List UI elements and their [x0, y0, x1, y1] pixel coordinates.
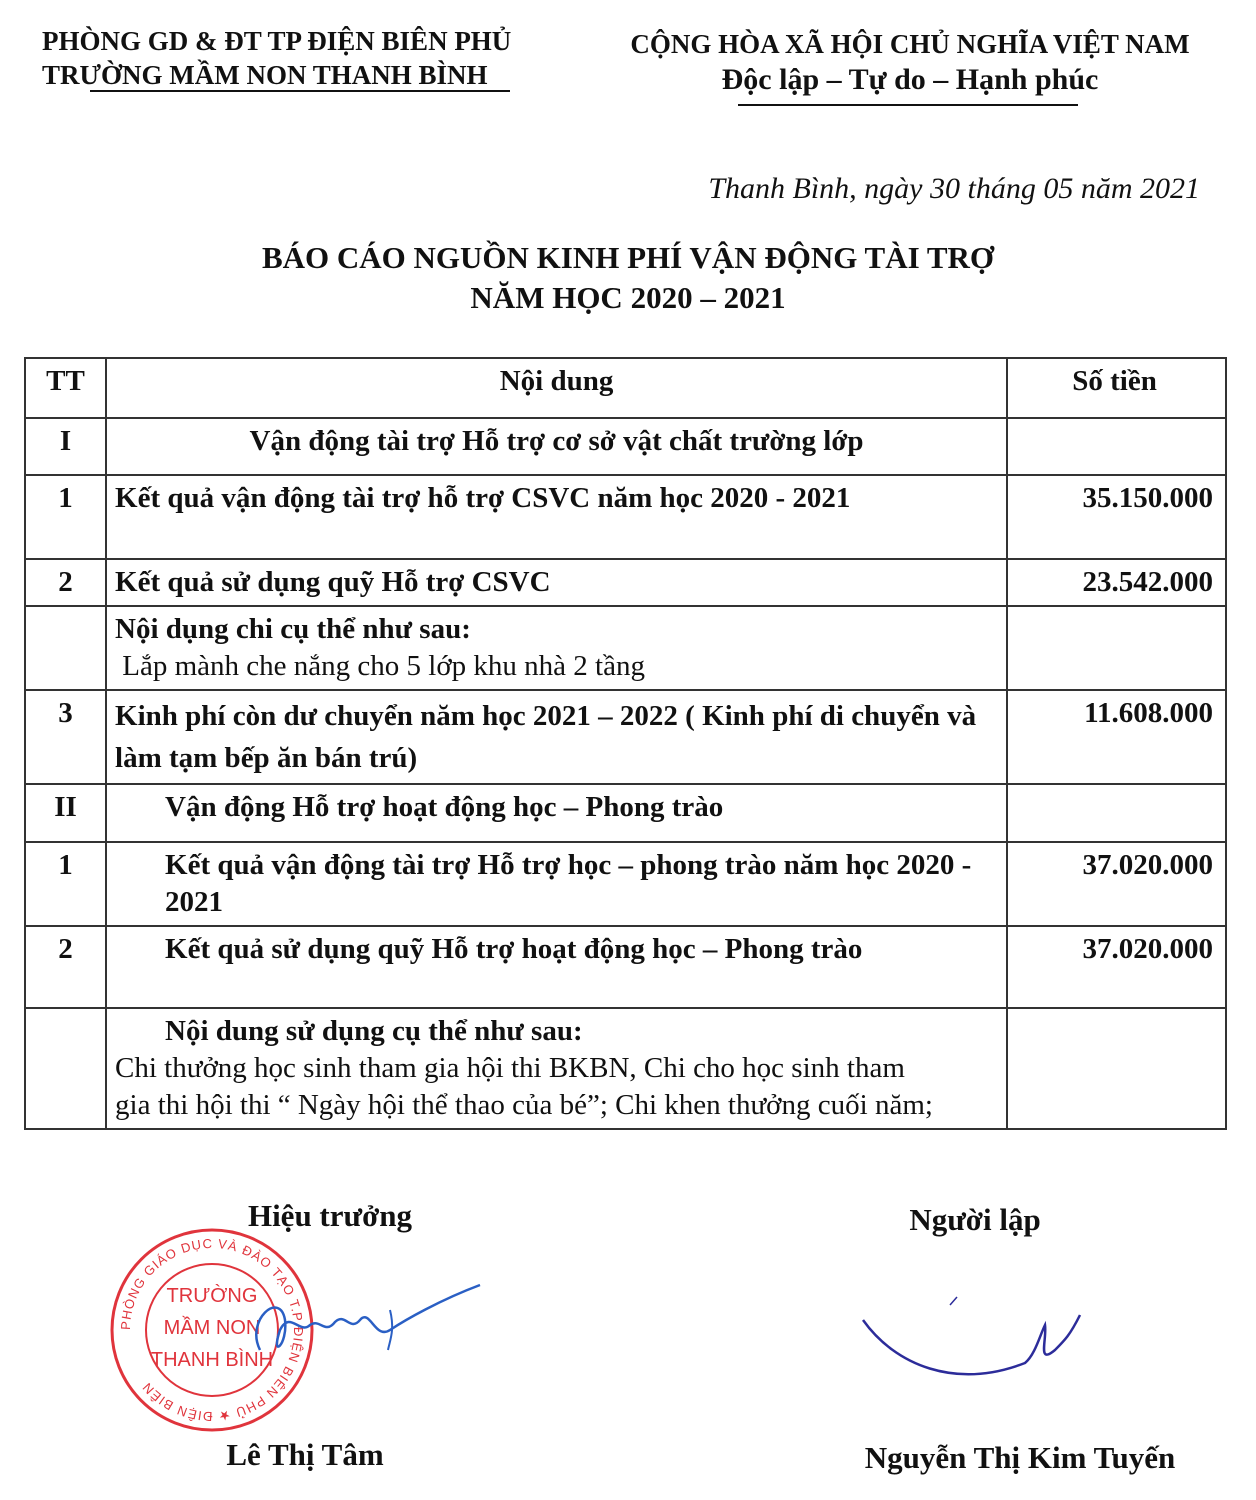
motto-underline [738, 104, 1078, 106]
department-name: PHÒNG GD & ĐT TP ĐIỆN BIÊN PHỦ [42, 26, 512, 56]
row-amount [1007, 784, 1226, 842]
row-tt: 1 [25, 475, 106, 559]
table-row [25, 926, 1226, 1008]
row-tt: 1 [25, 842, 106, 926]
row-amount: 37.020.000 [1007, 926, 1226, 1008]
row-amount: 23.542.000 [1007, 559, 1226, 606]
row-amount: 35.150.000 [1007, 475, 1226, 559]
detail-text: Lắp mành che nắng cho 5 lớp khu nhà 2 tầng [115, 650, 645, 682]
header-tt: TT [25, 358, 106, 418]
date-line: Thanh Bình, ngày 30 tháng 05 năm 2021 [708, 172, 1200, 205]
report-title-line2: NĂM HỌC 2020 – 2021 [470, 280, 786, 315]
report-title-line1: BÁO CÁO NGUỒN KINH PHÍ VẬN ĐỘNG TÀI TRỢ [261, 240, 995, 275]
principal-signature-icon [240, 1280, 490, 1380]
row-tt [25, 1008, 106, 1129]
svg-text:MẦM NON: MẦM NON [163, 1317, 261, 1339]
row-content [106, 1008, 1007, 1129]
national-header-block [590, 26, 1230, 98]
table-row [25, 842, 1226, 926]
detail-text: Chi thưởng học sinh tham gia hội thi BKBN, Chi cho học sinh tham gia thi hội thi “ Ngày hội thể thao của bé”; Chi khen thưởng cuối năm; [115, 1052, 933, 1121]
table-row [25, 690, 1226, 784]
svg-text:TRƯỜNG: TRƯỜNG [166, 1285, 258, 1307]
table-row [25, 418, 1226, 475]
row-amount: 37.020.000 [1007, 842, 1226, 926]
detail-heading: Nội dung sử dụng cụ thể như sau: [165, 1015, 583, 1047]
preparer-signature-icon [855, 1295, 1105, 1395]
row-amount [1007, 1008, 1226, 1129]
funding-report-table [24, 357, 1227, 1130]
table-row-detail [25, 1008, 1226, 1129]
school-name: TRƯỜNG MẦM NON THANH BÌNH [42, 60, 488, 90]
preparer-name: Nguyễn Thị Kim Tuyến [864, 1440, 1176, 1475]
national-title: CỘNG HÒA XÃ HỘI CHỦ NGHĨA VIỆT NAM [630, 29, 1190, 59]
national-motto: Độc lập – Tự do – Hạnh phúc [721, 63, 1099, 96]
school-name-underline [90, 90, 510, 92]
svg-text:THANH BÌNH: THANH BÌNH [150, 1349, 274, 1371]
row-tt: 2 [25, 926, 106, 1008]
row-content: Kết quả vận động tài trợ hỗ trợ CSVC năm học 2020 - 2021 [106, 475, 1007, 559]
row-amount: 11.608.000 [1007, 690, 1226, 784]
row-content: Kết quả vận động tài trợ Hỗ trợ học – phong trào năm học 2020 - 2021 [106, 842, 1007, 926]
table-row [25, 784, 1226, 842]
issuing-agency-block [42, 24, 582, 92]
row-tt [25, 606, 106, 690]
row-content: Vận động Hỗ trợ hoạt động học – Phong trào [106, 784, 1007, 842]
row-amount [1007, 418, 1226, 475]
row-tt: 3 [25, 690, 106, 784]
row-content: Kinh phí còn dư chuyển năm học 2021 – 2022 ( Kinh phí di chuyển và làm tạm bếp ăn bán trú) [106, 690, 1007, 784]
row-tt: 2 [25, 559, 106, 606]
table-header-row [25, 358, 1226, 418]
row-content: Vận động tài trợ Hỗ trợ cơ sở vật chất trường lớp [106, 418, 1007, 475]
svg-text:PHÒNG GIÁO DỤC VÀ ĐÀO TẠO T.P: PHÒNG GIÁO DỤC VÀ ĐÀO TẠO T.P ĐIỆN BIÊN PHỦ ★ ĐIỆN BIÊN [117, 1235, 307, 1425]
row-tt: II [25, 784, 106, 842]
principal-name: Lê Thị Tâm [226, 1437, 384, 1472]
row-content: Kết quả sử dụng quỹ Hỗ trợ CSVC [106, 559, 1007, 606]
header-content: Nội dung [106, 358, 1007, 418]
row-tt: I [25, 418, 106, 475]
table-row [25, 559, 1226, 606]
row-amount [1007, 606, 1226, 690]
row-content [106, 606, 1007, 690]
table-row [25, 475, 1226, 559]
header-amount: Số tiền [1007, 358, 1226, 418]
report-title [0, 238, 1256, 318]
preparer-role: Người lập [909, 1202, 1041, 1237]
row-content: Kết quả sử dụng quỹ Hỗ trợ hoạt động học – Phong trào [106, 926, 1007, 1008]
principal-role: Hiệu trưởng [247, 1198, 413, 1233]
detail-heading: Nội dụng chi cụ thể như sau: [115, 613, 471, 645]
table-row-detail [25, 606, 1226, 690]
